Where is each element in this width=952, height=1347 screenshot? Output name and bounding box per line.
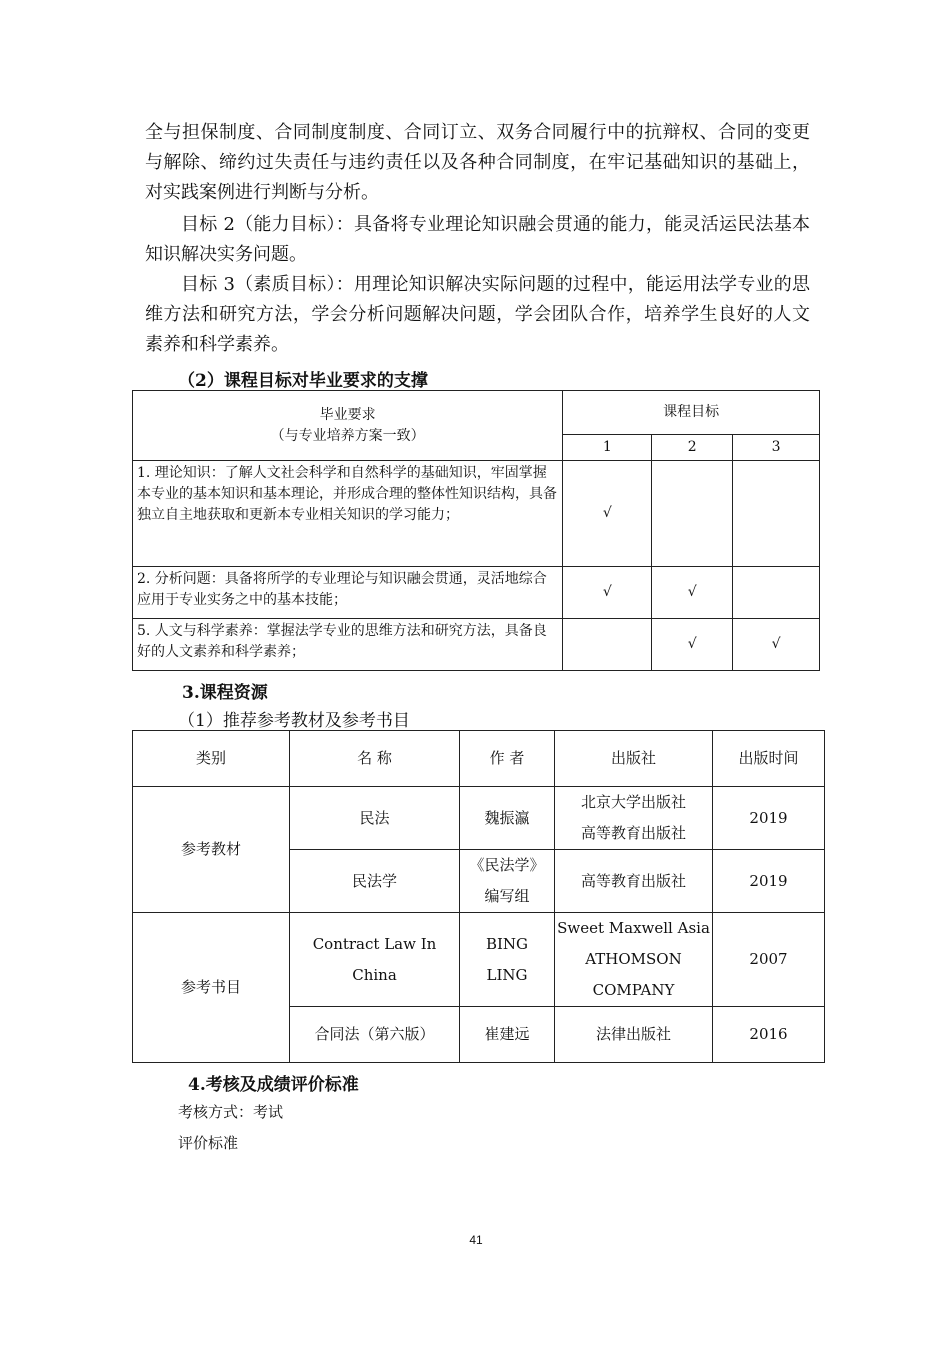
- assessment-method: 考核方式：考试: [178, 1103, 284, 1121]
- resources-heading: 3.课程资源: [182, 683, 268, 703]
- book-name: 合同法（第六版）: [290, 1007, 460, 1063]
- requirement-text: 2. 分析问题：具备将所学的专业理论与知识融会贯通，灵活地综合应用于专业实务之中的基本技能；: [133, 567, 563, 619]
- requirement-text: 1. 理论知识：了解人文社会科学和自然科学的基础知识，牢固掌握本专业的基本知识和基本理论，并形成合理的整体性知识结构，具备独立自主地获取和更新本专业相关知识的学习能力；: [133, 461, 563, 567]
- support-heading: （2）课程目标对毕业要求的支撑: [178, 371, 428, 391]
- check-mark: [733, 461, 820, 567]
- resources-header-category: 类别: [133, 731, 290, 787]
- check-mark: √: [652, 619, 733, 671]
- book-name: Contract Law In China: [290, 913, 460, 1007]
- book-name: 民法: [290, 787, 460, 850]
- category-reference-books: 参考书目: [133, 913, 290, 1063]
- book-year: 2007: [713, 913, 825, 1007]
- resources-header-publisher: 出版社: [555, 731, 713, 787]
- check-mark: √: [733, 619, 820, 671]
- book-name: 民法学: [290, 850, 460, 913]
- resources-subheading: （1）推荐参考教材及参考书目: [178, 711, 410, 731]
- category-textbook: 参考教材: [133, 787, 290, 913]
- check-mark: [563, 619, 652, 671]
- table-row: [133, 913, 825, 1007]
- page-number: 41: [469, 1233, 483, 1247]
- table-row: [133, 787, 825, 850]
- book-year: 2019: [713, 787, 825, 850]
- check-mark: [652, 461, 733, 567]
- check-mark: √: [652, 567, 733, 619]
- resources-table: [132, 730, 825, 1063]
- intro-paragraph-1: 全与担保制度、合同制度制度、合同订立、双务合同履行中的抗辩权、合同的变更与解除、缔约过失责任与违约责任以及各种合同制度，在牢记基础知识的基础上，对实践案例进行判断与分析。: [145, 122, 810, 203]
- book-publisher: 高等教育出版社: [555, 850, 713, 913]
- assessment-criteria: 评价标准: [178, 1134, 239, 1152]
- resources-header-year: 出版时间: [713, 731, 825, 787]
- intro-paragraph-goal-3: 目标 3（素质目标）：用理论知识解决实际问题的过程中，能运用法学专业的思维方法和研究方法，学会分析问题解决问题，学会团队合作，培养学生良好的人文素养和科学素养。: [145, 274, 810, 355]
- book-author: BING LING: [460, 913, 555, 1007]
- goal-col-1: 1: [563, 435, 652, 461]
- goal-col-3: 3: [733, 435, 820, 461]
- support-header-requirement: 毕业要求 （与专业培养方案一致）: [133, 391, 563, 461]
- requirement-text: 5. 人文与科学素养：掌握法学专业的思维方法和研究方法，具备良好的人文素养和科学素养；: [133, 619, 563, 671]
- assessment-heading: 4.考核及成绩评价标准: [188, 1075, 359, 1095]
- check-mark: [733, 567, 820, 619]
- book-year: 2016: [713, 1007, 825, 1063]
- support-header-goal: 课程目标: [563, 391, 820, 435]
- resources-header-name: 名 称: [290, 731, 460, 787]
- book-author: 魏振瀛: [460, 787, 555, 850]
- check-mark: √: [563, 461, 652, 567]
- book-publisher: 法律出版社: [555, 1007, 713, 1063]
- book-publisher: Sweet Maxwell Asia ATHOMSON COMPANY: [555, 913, 713, 1007]
- table-row: [133, 567, 820, 619]
- book-year: 2019: [713, 850, 825, 913]
- table-row: [133, 461, 820, 567]
- book-author: 《民法学》 编写组: [460, 850, 555, 913]
- check-mark: √: [563, 567, 652, 619]
- support-table: [132, 390, 820, 671]
- book-publisher: 北京大学出版社 高等教育出版社: [555, 787, 713, 850]
- intro-paragraph-goal-2: 目标 2（能力目标）：具备将专业理论知识融会贯通的能力，能灵活运民法基本知识解决实务问题。: [145, 214, 810, 265]
- table-row: [133, 619, 820, 671]
- resources-header-author: 作 者: [460, 731, 555, 787]
- book-author: 崔建远: [460, 1007, 555, 1063]
- goal-col-2: 2: [652, 435, 733, 461]
